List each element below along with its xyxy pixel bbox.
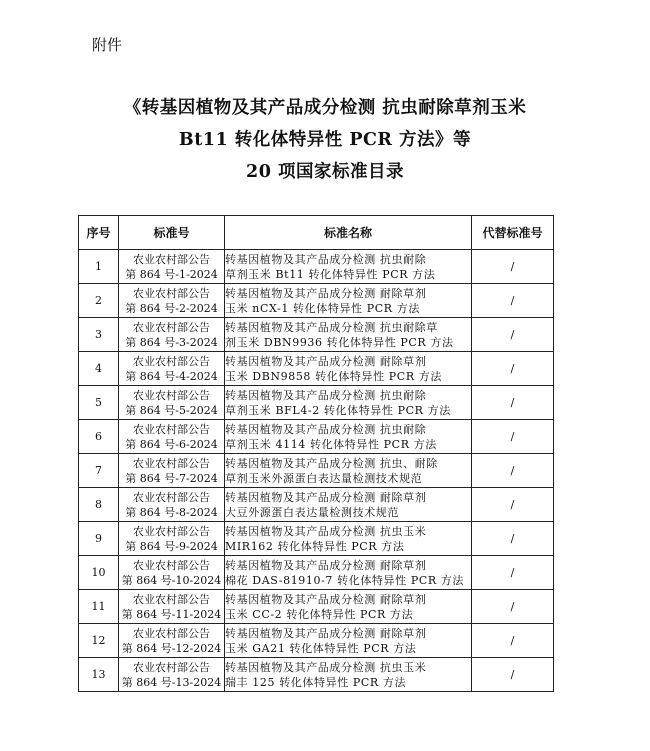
- table-row: [79, 590, 554, 624]
- standard-name-cell: [225, 318, 472, 352]
- standard-name-cell: [225, 522, 472, 556]
- standard-name-line: 草剂玉米 BFL4-2 转化体特异性 PCR 方法: [225, 403, 451, 417]
- standard-name-line: 转基因植物及其产品成分检测 耐除草剂: [225, 286, 427, 300]
- standard-name-line: 大豆外源蛋白表达量检测技术规范: [225, 505, 399, 519]
- serial-number-cell: 1: [79, 250, 119, 284]
- annex-label: 附件: [92, 36, 123, 54]
- standard-code-line: 农业农村部公告: [133, 354, 210, 368]
- replaced-standard-cell: /: [472, 250, 554, 284]
- standard-code-line: 农业农村部公告: [133, 490, 210, 504]
- standard-code-line: 第 864 号-13-2024: [121, 675, 222, 689]
- replaced-standard-cell: /: [472, 284, 554, 318]
- standard-code-line: 第 864 号-11-2024: [121, 607, 222, 621]
- standard-name-line: 转基因植物及其产品成分检测 抗虫玉米: [225, 524, 427, 538]
- standard-code-line: 第 864 号-1-2024: [125, 267, 218, 281]
- standard-name-line: 草剂玉米 4114 转化体特异性 PCR 方法: [225, 437, 437, 451]
- standard-code-line: 第 864 号-10-2024: [121, 573, 222, 587]
- standard-code-cell: [119, 658, 225, 692]
- table-row: [79, 624, 554, 658]
- standard-name-line: 转基因植物及其产品成分检测 抗虫耐除: [225, 422, 427, 436]
- header-serial-number: 序号: [79, 216, 119, 250]
- standard-name-cell: [225, 658, 472, 692]
- table-row: [79, 454, 554, 488]
- standard-name-cell: [225, 624, 472, 658]
- header-replaced-standard: 代替标准号: [472, 216, 554, 250]
- table-row: [79, 658, 554, 692]
- standard-name-line: 玉米 DBN9858 转化体特异性 PCR 方法: [225, 369, 443, 383]
- serial-number-cell: 12: [79, 624, 119, 658]
- standard-code-line: 第 864 号-8-2024: [125, 505, 218, 519]
- standard-name-cell: [225, 590, 472, 624]
- replaced-standard-cell: /: [472, 556, 554, 590]
- standard-code-cell: [119, 488, 225, 522]
- standard-code-line: 第 864 号-2-2024: [125, 301, 218, 315]
- standard-code-cell: [119, 556, 225, 590]
- standard-name-cell: [225, 556, 472, 590]
- standard-code-line: 第 864 号-6-2024: [125, 437, 218, 451]
- standard-code-cell: [119, 522, 225, 556]
- table-row: [79, 284, 554, 318]
- standard-name-cell: [225, 352, 472, 386]
- standard-code-cell: [119, 250, 225, 284]
- standard-name-line: MIR162 转化体特异性 PCR 方法: [225, 539, 405, 553]
- standard-code-line: 农业农村部公告: [133, 660, 210, 674]
- table-row: [79, 352, 554, 386]
- standard-code-line: 第 864 号-3-2024: [125, 335, 218, 349]
- standard-code-line: 农业农村部公告: [133, 320, 210, 334]
- serial-number-cell: 13: [79, 658, 119, 692]
- standard-name-line: 转基因植物及其产品成分检测 耐除草剂: [225, 558, 427, 572]
- standard-name-line: 转基因植物及其产品成分检测 耐除草剂: [225, 626, 427, 640]
- standards-table: [78, 215, 554, 692]
- document-title-line-3: 20 项国家标准目录: [246, 162, 404, 182]
- serial-number-cell: 7: [79, 454, 119, 488]
- serial-number-cell: 10: [79, 556, 119, 590]
- standard-name-line: 转基因植物及其产品成分检测 耐除草剂: [225, 354, 427, 368]
- serial-number-cell: 4: [79, 352, 119, 386]
- replaced-standard-cell: /: [472, 590, 554, 624]
- serial-number-cell: 8: [79, 488, 119, 522]
- standard-code-line: 第 864 号-5-2024: [125, 403, 218, 417]
- standard-code-line: 农业农村部公告: [133, 422, 210, 436]
- standard-code-line: 农业农村部公告: [133, 456, 210, 470]
- standard-name-line: 转基因植物及其产品成分检测 耐除草剂: [225, 490, 427, 504]
- standard-name-cell: [225, 250, 472, 284]
- standard-name-line: 瑞丰 125 转化体特异性 PCR 方法: [225, 675, 407, 689]
- serial-number-cell: 11: [79, 590, 119, 624]
- serial-number-cell: 6: [79, 420, 119, 454]
- standard-code-line: 农业农村部公告: [133, 592, 210, 606]
- replaced-standard-cell: /: [472, 624, 554, 658]
- standard-name-line: 棉花 DAS-81910-7 转化体特异性 PCR 方法: [225, 573, 465, 587]
- standard-code-cell: [119, 318, 225, 352]
- replaced-standard-cell: /: [472, 522, 554, 556]
- standard-name-line: 剂玉米 DBN9936 转化体特异性 PCR 方法: [225, 335, 454, 349]
- standard-name-cell: [225, 454, 472, 488]
- standard-name-line: 草剂玉米外源蛋白表达量检测技术规范: [225, 471, 423, 485]
- serial-number-cell: 2: [79, 284, 119, 318]
- replaced-standard-cell: /: [472, 488, 554, 522]
- table-header-row: [79, 216, 554, 250]
- standard-code-line: 第 864 号-12-2024: [121, 641, 222, 655]
- table-row: [79, 556, 554, 590]
- standard-name-cell: [225, 488, 472, 522]
- standard-code-line: 农业农村部公告: [133, 626, 210, 640]
- replaced-standard-cell: /: [472, 318, 554, 352]
- replaced-standard-cell: /: [472, 454, 554, 488]
- standard-code-cell: [119, 590, 225, 624]
- standard-code-cell: [119, 284, 225, 318]
- standard-code-cell: [119, 420, 225, 454]
- standard-name-line: 草剂玉米 Bt11 转化体特异性 PCR 方法: [225, 267, 436, 281]
- serial-number-cell: 5: [79, 386, 119, 420]
- header-standard-code: 标准号: [119, 216, 225, 250]
- table-row: [79, 318, 554, 352]
- standard-name-cell: [225, 284, 472, 318]
- document-title-line-1: 《转基因植物及其产品成分检测 抗虫耐除草剂玉米: [123, 98, 527, 118]
- table-row: [79, 420, 554, 454]
- standard-name-line: 玉米 nCX-1 转化体特异性 PCR 方法: [225, 301, 420, 315]
- standard-name-line: 转基因植物及其产品成分检测 耐除草剂: [225, 592, 427, 606]
- standard-name-line: 玉米 GA21 转化体特异性 PCR 方法: [225, 641, 417, 655]
- standard-code-line: 农业农村部公告: [133, 388, 210, 402]
- serial-number-cell: 3: [79, 318, 119, 352]
- standard-code-cell: [119, 386, 225, 420]
- replaced-standard-cell: /: [472, 420, 554, 454]
- header-standard-name: 标准名称: [225, 216, 472, 250]
- table-row: [79, 250, 554, 284]
- standard-code-line: 农业农村部公告: [133, 558, 210, 572]
- standard-name-cell: [225, 420, 472, 454]
- standard-code-line: 第 864 号-7-2024: [125, 471, 218, 485]
- standard-code-line: 农业农村部公告: [133, 252, 210, 266]
- standard-code-line: 第 864 号-4-2024: [125, 369, 218, 383]
- serial-number-cell: 9: [79, 522, 119, 556]
- table-row: [79, 522, 554, 556]
- standard-code-cell: [119, 454, 225, 488]
- standard-code-line: 农业农村部公告: [133, 286, 210, 300]
- standard-name-line: 转基因植物及其产品成分检测 抗虫耐除草: [225, 320, 438, 334]
- replaced-standard-cell: /: [472, 658, 554, 692]
- table-row: [79, 488, 554, 522]
- standard-name-line: 转基因植物及其产品成分检测 抗虫玉米: [225, 660, 427, 674]
- table-row: [79, 386, 554, 420]
- standard-code-line: 农业农村部公告: [133, 524, 210, 538]
- standard-name-line: 玉米 CC-2 转化体特异性 PCR 方法: [225, 607, 414, 621]
- standard-code-line: 第 864 号-9-2024: [125, 539, 218, 553]
- standard-code-cell: [119, 352, 225, 386]
- document-title-line-2: Bt11 转化体特异性 PCR 方法》等: [178, 130, 472, 150]
- standard-name-line: 转基因植物及其产品成分检测 抗虫、耐除: [225, 456, 438, 470]
- replaced-standard-cell: /: [472, 386, 554, 420]
- standard-name-line: 转基因植物及其产品成分检测 抗虫耐除: [225, 252, 427, 266]
- replaced-standard-cell: /: [472, 352, 554, 386]
- standard-name-line: 转基因植物及其产品成分检测 抗虫耐除: [225, 388, 427, 402]
- standard-code-cell: [119, 624, 225, 658]
- standard-name-cell: [225, 386, 472, 420]
